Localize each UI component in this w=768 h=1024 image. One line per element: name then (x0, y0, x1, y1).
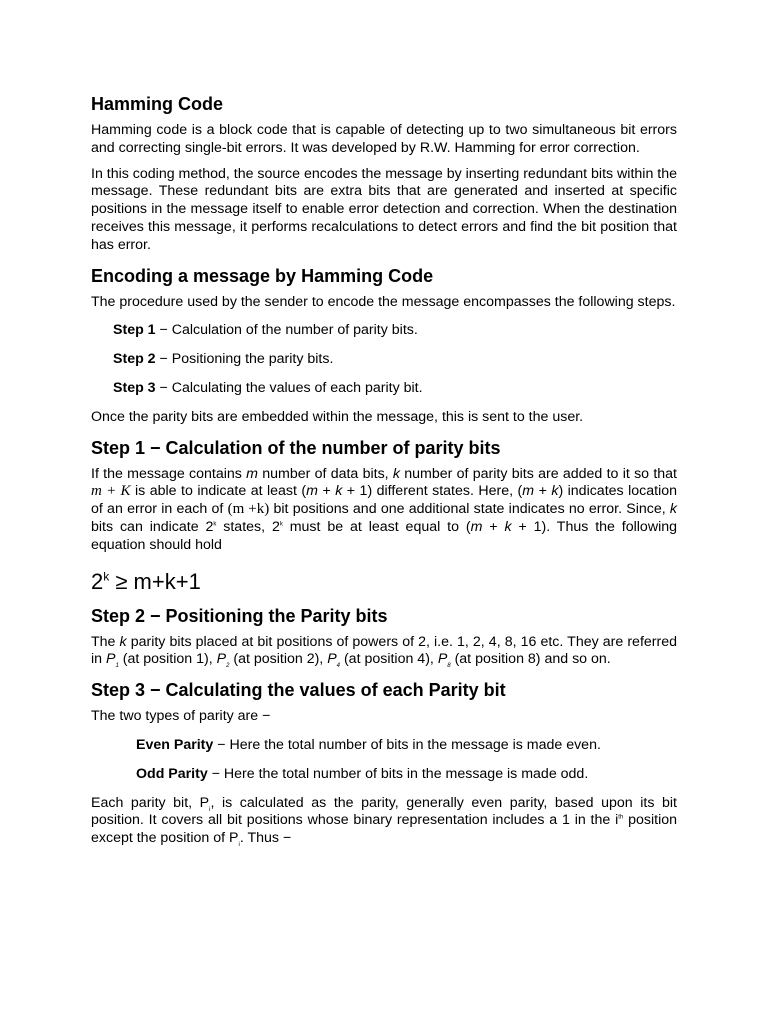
even-parity-item: Even Parity − Here the total number of bits in the message is made even. (136, 736, 601, 753)
intro-paragraph-1: Hamming code is a block code that is capable of detecting up to two simultaneous bit errors and correcting single-bit errors. It was developed by R.W. Hamming for error correction. (91, 122, 677, 156)
encoding-outro: Once the parity bits are embedded within the message, this is sent to the user. (91, 408, 584, 425)
steps-list (91, 322, 677, 397)
document-body (91, 93, 677, 848)
step2-paragraph: The k parity bits placed at bit positions of powers of 2, i.e. 1, 2, 4, 8, 16 etc. They are referred in $P_1$ (at position 1), $P_2$ (at position 2), $P_4$ (at position 4), $P_8$ (at position 8) and so on. (91, 633, 678, 670)
page-title: Hamming Code (91, 94, 224, 114)
step3-intro: The two types of parity are − (91, 708, 271, 725)
step-label: Step 3 (113, 379, 156, 396)
encoding-intro: The procedure used by the sender to encode the message encompasses the following steps. (91, 293, 676, 310)
odd-parity-item: Odd Parity − Here the total number of bits in the message is made odd. (136, 765, 589, 782)
list-item: Step 1 − Calculation of the number of parity bits. (113, 322, 418, 339)
list-item: Step 2 − Positioning the parity bits. (113, 351, 334, 368)
step1-paragraph: If the message contains m number of data bits, k number of parity bits are added to it so that m + K is able to indicate at least (m + k + 1) different states. Here, (m + k) indicates location of an error in each of (m +k) bit positions and one additional state indicates no error. Since, k bits can indicate 2$^k$ states, 2$^k$ must be at least equal to (m + k + 1). Thus the following equation should hold (91, 465, 678, 553)
step3-paragraph: Each parity bit, $P_i$, is calculated as the parity, generally even parity, based upon its bit position. It covers all bit positions whose binary representation includes a 1 in the $i^{th}$ position except the position of $P_i$. Thus − (91, 794, 678, 848)
step-label: Step 1 (113, 322, 156, 339)
step-label: Step 2 (113, 351, 156, 368)
list-item: Step 3 − Calculating the values of each parity bit. (113, 379, 423, 396)
intro-paragraph-2: In this coding method, the source encodes the message by inserting redundant bits within the message. These redundant bits are extra bits that are generated and inserted at specific positions in the message itself to enable error detection and correction. When the destination receives this message, it performs recalculations to detect errors and find the bit position that has error. (91, 165, 677, 253)
step3-heading: Step 3 − Calculating the values of each Parity bit (91, 680, 506, 701)
encoding-heading: Encoding a message by Hamming Code (91, 265, 434, 286)
step2-heading: Step 2 − Positioning the Parity bits (91, 605, 388, 626)
step1-heading: Step 1 − Calculation of the number of parity bits (91, 437, 501, 458)
parity-equation: $2^k \ge m+k+1$ (91, 568, 201, 594)
